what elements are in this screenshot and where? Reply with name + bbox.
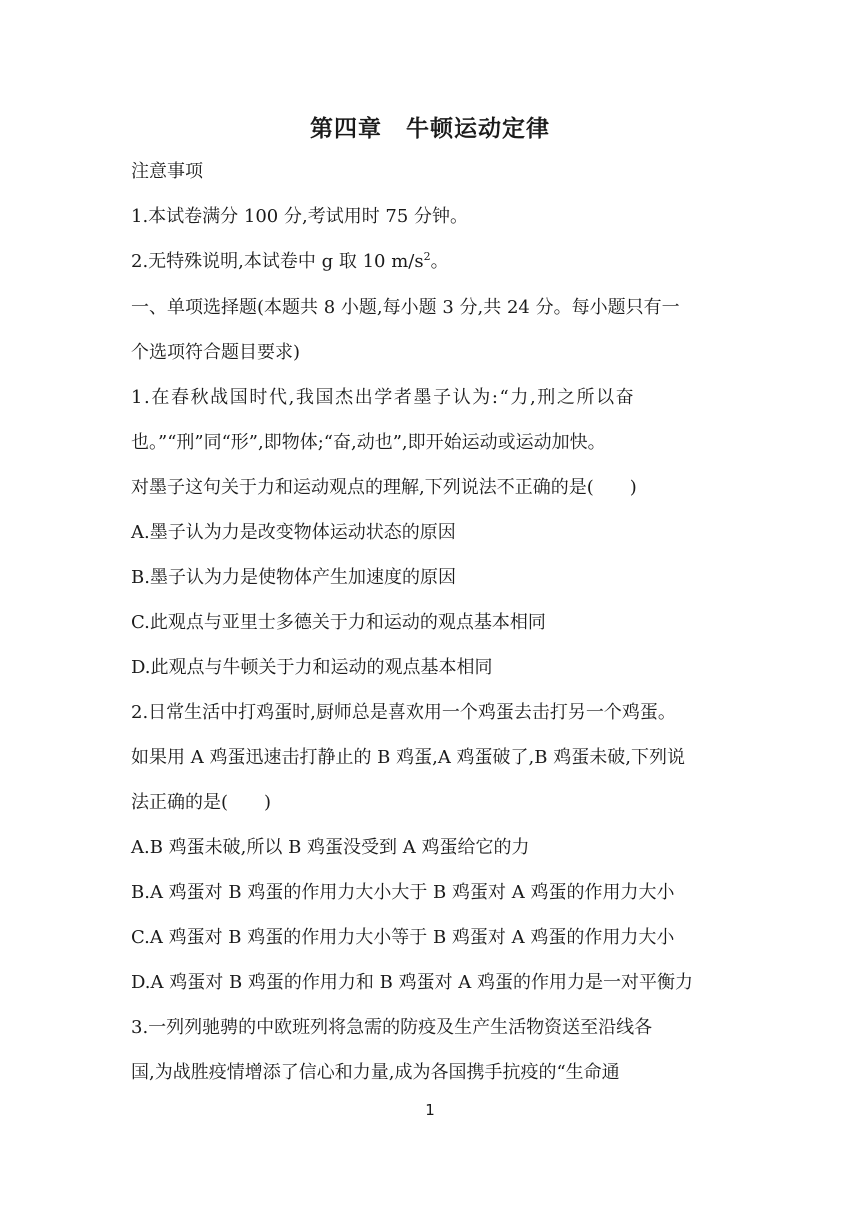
question-1-option-d: D.此观点与牛顿关于力和运动的观点基本相同 (131, 657, 493, 678)
question-1-stem-line-3: 对墨子这句关于力和运动观点的理解,下列说法不正确的是( ) (131, 477, 637, 498)
question-2-stem-line-2: 如果用 A 鸡蛋迅速击打静止的 B 鸡蛋,A 鸡蛋破了,B 鸡蛋未破,下列说 (131, 747, 685, 768)
question-2-option-c: C.A 鸡蛋对 B 鸡蛋的作用力大小等于 B 鸡蛋对 A 鸡蛋的作用力大小 (131, 927, 675, 948)
chapter-title: 第四章 牛顿运动定律 (310, 116, 550, 142)
question-3-stem-line-1: 3.一列列驰骋的中欧班列将急需的防疫及生产生活物资送至沿线各 (131, 1017, 653, 1038)
question-2-stem-line-3: 法正确的是( ) (131, 792, 272, 813)
question-2-option-b: B.A 鸡蛋对 B 鸡蛋的作用力大小大于 B 鸡蛋对 A 鸡蛋的作用力大小 (131, 882, 675, 903)
question-2-stem-line-1: 2.日常生活中打鸡蛋时,厨师总是喜欢用一个鸡蛋去击打另一个鸡蛋。 (131, 702, 676, 723)
notes-item-2 (131, 250, 741, 274)
question-2-option-d: D.A 鸡蛋对 B 鸡蛋的作用力和 B 鸡蛋对 A 鸡蛋的作用力是一对平衡力 (131, 972, 694, 993)
section-heading-line-1: 一、单项选择题(本题共 8 小题,每小题 3 分,共 24 分。每小题只有一 (131, 297, 680, 318)
section-heading-line-2: 个选项符合题目要求) (131, 342, 301, 363)
notes-item-2-superscript: 2 (423, 250, 431, 263)
question-2-option-a: A.B 鸡蛋未破,所以 B 鸡蛋没受到 A 鸡蛋给它的力 (131, 837, 530, 858)
notes-item-2-text: 2.无特殊说明,本试卷中 g 取 10 m/s (131, 251, 424, 272)
question-3-stem-line-2: 国,为战胜疫情增添了信心和力量,成为各国携手抗疫的“生命通 (131, 1062, 620, 1083)
question-1-option-b: B.墨子认为力是使物体产生加速度的原因 (131, 567, 456, 588)
page-number: 1 (425, 1101, 435, 1119)
question-1-option-a: A.墨子认为力是改变物体运动状态的原因 (131, 522, 456, 543)
question-1-stem-line-2: 也。”“刑”同“形”,即物体;“奋,动也”,即开始运动或运动加快。 (131, 432, 606, 453)
question-1-option-c: C.此观点与亚里士多德关于力和运动的观点基本相同 (131, 612, 546, 633)
notes-heading: 注意事项 (131, 161, 203, 182)
notes-item-2-end: 。 (430, 251, 449, 272)
notes-item-1: 1.本试卷满分 100 分,考试用时 75 分钟。 (131, 206, 469, 227)
question-1-stem-line-1: 1.在春秋战国时代,我国杰出学者墨子认为:“力,刑之所以奋 (131, 387, 636, 408)
